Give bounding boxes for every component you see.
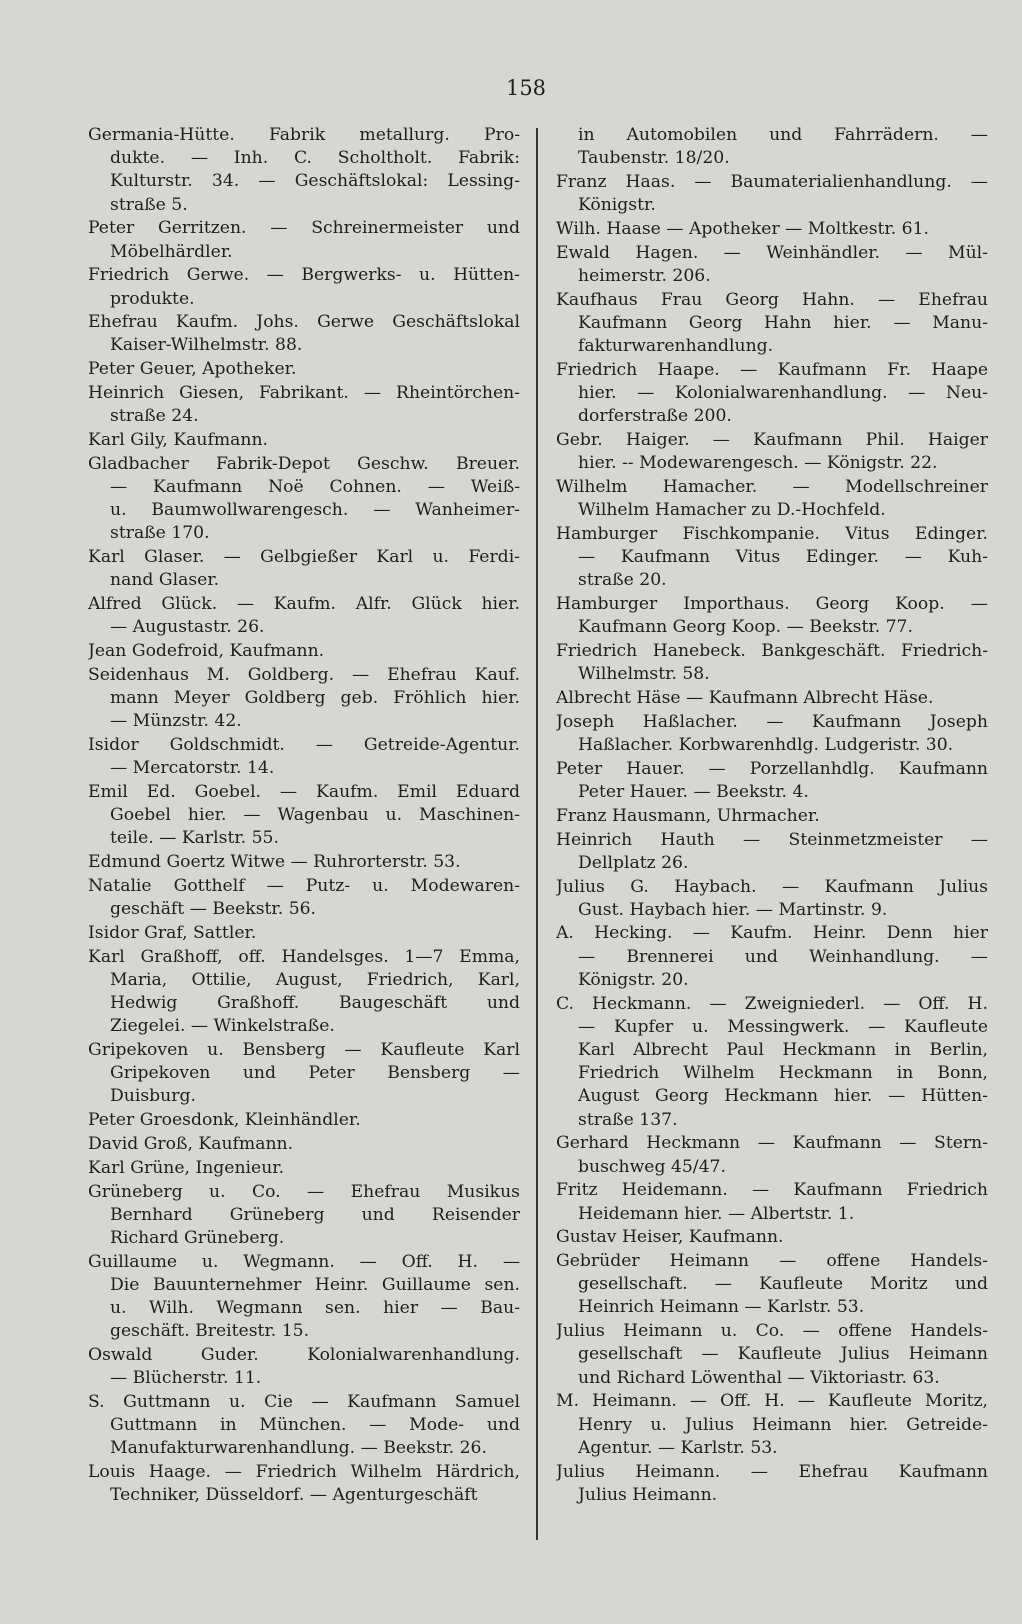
entry-line: Goebel hier. — Wagenbau u. Maschinen- [110, 805, 520, 826]
directory-entry [88, 1181, 520, 1251]
entry-line: gesellschaft — Kaufleute Julius Heimann [578, 1344, 988, 1365]
entry-line: — Mercatorstr. 14. [110, 758, 275, 779]
entry-line: Peter Gerritzen. — Schreinermeister und [88, 218, 520, 239]
directory-entry [556, 218, 988, 241]
directory-entry [88, 781, 520, 851]
directory-entry [556, 1250, 988, 1320]
entry-line: Hamburger Importhaus. Georg Koop. — [556, 594, 988, 615]
entry-line: Albrecht Häse — Kaufmann Albrecht Häse. [556, 688, 934, 709]
directory-entry [556, 359, 988, 429]
entry-line: Natalie Gotthelf — Putz- u. Modewaren- [88, 875, 520, 896]
entry-line: Gebrüder Heimann — offene Handels- [556, 1251, 988, 1272]
directory-entry [556, 593, 988, 639]
entry-line: Gripekoven und Peter Bensberg — [110, 1063, 520, 1084]
entry-line: Franz Hausmann, Uhrmacher. [556, 805, 820, 826]
entry-line: Seidenhaus M. Goldberg. — Ehefrau Kauf. [88, 664, 520, 685]
directory-entry [88, 851, 520, 874]
directory-entry [88, 382, 520, 428]
entry-line: Gerhard Heckmann — Kaufmann — Stern- [556, 1133, 988, 1154]
entry-line: geschäft. Breitestr. 15. [110, 1321, 310, 1342]
directory-entry [556, 476, 988, 522]
entry-line: Taubenstr. 18/20. [578, 148, 730, 169]
directory-entry [556, 758, 988, 804]
directory-entry [88, 1391, 520, 1461]
directory-entry [556, 1132, 988, 1178]
entry-line: geschäft — Beekstr. 56. [110, 899, 317, 920]
entry-line: Louis Haage. — Friedrich Wilhelm Härdrich, [88, 1462, 520, 1483]
directory-entry [556, 876, 988, 922]
column-divider [536, 128, 538, 1540]
entry-line: Kaufmann Georg Koop. — Beekstr. 77. [578, 617, 913, 638]
entry-line: — Münzstr. 42. [110, 711, 242, 732]
entry-line: — Kaufmann Vitus Edinger. — Kuh- [578, 547, 988, 568]
entry-line: mann Meyer Goldberg geb. Fröhlich hier. [110, 688, 520, 709]
entry-line: — Kupfer u. Messingwerk. — Kaufleute [578, 1016, 988, 1037]
directory-entry [556, 1226, 988, 1249]
directory-entry [88, 1344, 520, 1390]
entry-line: Joseph Haßlacher. — Kaufmann Joseph [556, 711, 988, 732]
entry-line: hier. -- Modewarengesch. — Königstr. 22. [578, 453, 938, 474]
entry-line: M. Heimann. — Off. H. — Kaufleute Moritz, [556, 1391, 988, 1412]
entry-line: Agentur. — Karlstr. 53. [578, 1437, 778, 1458]
directory-entry [556, 711, 988, 757]
entry-line: — Brennerei und Weinhandlung. — [578, 946, 988, 967]
entry-line: Hamburger Fischkompanie. Vitus Edinger. [556, 523, 988, 544]
entry-line: Friedrich Wilhelm Heckmann in Bonn, [578, 1063, 988, 1084]
entry-line: Grüneberg u. Co. — Ehefrau Musikus [88, 1181, 520, 1202]
entry-line: Isidor Graf, Sattler. [88, 922, 257, 943]
entry-line: straße 20. [578, 570, 667, 591]
entry-line: — Blücherstr. 11. [110, 1368, 262, 1389]
directory-entry [88, 734, 520, 780]
entry-line: Guillaume u. Wegmann. — Off. H. — [88, 1251, 520, 1272]
directory-entry [88, 875, 520, 921]
page-number: 158 [505, 76, 547, 100]
directory-entry [556, 829, 988, 875]
directory-entry [88, 1461, 520, 1507]
directory-entry [88, 429, 520, 452]
entry-line: gesellschaft. — Kaufleute Moritz und [578, 1274, 988, 1295]
entry-line: Kaufhaus Frau Georg Hahn. — Ehefrau [556, 289, 988, 310]
entry-line: Königstr. [578, 195, 656, 216]
entry-line: Heinrich Heimann — Karlstr. 53. [578, 1297, 865, 1318]
directory-entry [88, 922, 520, 945]
entry-line: Fritz Heidemann. — Kaufmann Friedrich [556, 1180, 988, 1201]
entry-line: Edmund Goertz Witwe — Ruhrorterstr. 53. [88, 852, 461, 873]
directory-entry [88, 358, 520, 381]
entry-line: C. Heckmann. — Zweigniederl. — Off. H. [556, 993, 988, 1014]
entry-line: Wilhelm Hamacher. — Modellschreiner [556, 476, 988, 497]
entry-line: Bernhard Grüneberg und Reisender [110, 1204, 520, 1225]
directory-entry [88, 124, 520, 217]
entry-line: Gladbacher Fabrik-Depot Geschw. Breuer. [88, 453, 520, 474]
directory-entry [556, 993, 988, 1132]
entry-line: produkte. [110, 288, 195, 309]
directory-entry [556, 1179, 988, 1225]
entry-line: Franz Haas. — Baumaterialienhandlung. — [556, 171, 988, 192]
directory-entry [556, 429, 988, 475]
entry-line: David Groß, Kaufmann. [88, 1133, 294, 1154]
entry-line: Peter Geuer, Apotheker. [88, 359, 297, 380]
directory-entry [556, 289, 988, 359]
entry-line: Peter Hauer. — Beekstr. 4. [578, 781, 809, 802]
entry-line: Julius Heimann. — Ehefrau Kaufmann [556, 1461, 988, 1482]
directory-entry [88, 1251, 520, 1344]
entry-line: Heidemann hier. — Albertstr. 1. [578, 1203, 855, 1224]
entry-line: Duisburg. [110, 1086, 196, 1107]
entry-line: teile. — Karlstr. 55. [110, 828, 279, 849]
entry-line: in Automobilen und Fahrrädern. — [578, 125, 988, 145]
directory-entry [556, 640, 988, 686]
entry-line: Peter Hauer. — Porzellanhdlg. Kaufmann [556, 758, 988, 779]
entry-line: Friedrich Haape. — Kaufmann Fr. Haape [556, 359, 988, 380]
entry-line: Wilh. Haase — Apotheker — Moltkestr. 61. [556, 218, 930, 239]
entry-line: S. Guttmann u. Cie — Kaufmann Samuel [88, 1391, 520, 1412]
directory-entry [556, 687, 988, 710]
entry-line: Maria, Ottilie, August, Friedrich, Karl, [110, 969, 520, 990]
directory-entry [88, 311, 520, 357]
entry-line: dukte. — Inh. C. Scholtholt. Fabrik: [110, 148, 520, 169]
entry-line: Emil Ed. Goebel. — Kaufm. Emil Eduard [88, 781, 520, 802]
entry-line: Guttmann in München. — Mode- und [110, 1415, 520, 1436]
entry-line: Friedrich Hanebeck. Bankgeschäft. Friedrich- [556, 641, 988, 662]
entry-line: Ziegelei. — Winkelstraße. [110, 1016, 335, 1037]
directory-entry [88, 593, 520, 639]
directory-entry [88, 1157, 520, 1180]
directory-entry [88, 546, 520, 592]
entry-line: Julius Heimann. [578, 1484, 718, 1505]
entry-line: u. Baumwollwarengesch. — Wanheimer- [110, 500, 520, 521]
entry-line: A. Hecking. — Kaufm. Heinr. Denn hier [556, 923, 988, 944]
entry-line: Gustav Heiser, Kaufmann. [556, 1227, 784, 1248]
directory-entry [88, 640, 520, 663]
entry-line: Wilhelm Hamacher zu D.-Hochfeld. [578, 500, 886, 521]
entry-line: Karl Grüne, Ingenieur. [88, 1157, 285, 1178]
entry-line: Königstr. 20. [578, 969, 689, 990]
entry-line: Ewald Hagen. — Weinhändler. — Mül- [556, 242, 988, 263]
directory-entry [88, 664, 520, 734]
entry-line: Gebr. Haiger. — Kaufmann Phil. Haiger [556, 430, 988, 450]
entry-line: Heinrich Hauth — Steinmetzmeister — [556, 829, 988, 850]
directory-entry [556, 1320, 988, 1390]
entry-line: Alfred Glück. — Kaufm. Alfr. Glück hier. [88, 594, 520, 615]
directory-entry [88, 1039, 520, 1109]
entry-line: u. Wilh. Wegmann sen. hier — Bau- [110, 1298, 520, 1319]
entry-line: straße 170. [110, 523, 210, 544]
entry-line: Techniker, Düsseldorf. — Agenturgeschäft [110, 1485, 478, 1506]
entry-line: und Richard Löwenthal — Viktoriastr. 63. [578, 1367, 940, 1388]
entry-line: Die Bauunternehmer Heinr. Guillaume sen. [110, 1274, 520, 1295]
entry-line: Manufakturwarenhandlung. — Beekstr. 26. [110, 1438, 487, 1459]
directory-entry [88, 453, 520, 546]
entry-line: Gust. Haybach hier. — Martinstr. 9. [578, 899, 888, 920]
entry-line: Peter Groesdonk, Kleinhändler. [88, 1110, 361, 1131]
directory-entry [88, 1133, 520, 1156]
directory-entry [88, 946, 520, 1039]
entry-line: Heinrich Giesen, Fabrikant. — Rheintörchen- [88, 383, 520, 404]
entry-line: Germania-Hütte. Fabrik metallurg. Pro- [88, 125, 520, 145]
entry-line: Möbelhärdler. [110, 241, 233, 262]
directory-entry [556, 1461, 988, 1507]
entry-line: Karl Glaser. — Gelbgießer Karl u. Ferdi- [88, 547, 520, 568]
right-column [556, 124, 988, 1508]
entry-line: Oswald Guder. Kolonialwarenhandlung. [88, 1345, 520, 1365]
directory-entry [88, 217, 520, 263]
entry-line: Kaufmann Georg Hahn hier. — Manu- [578, 312, 988, 333]
entry-line: Julius Heimann u. Co. — offene Handels- [556, 1321, 988, 1342]
directory-entry [556, 171, 988, 217]
entry-line: straße 24. [110, 406, 199, 427]
directory-entry [556, 922, 988, 992]
directory-entry [88, 1109, 520, 1132]
entry-line: Friedrich Gerwe. — Bergwerks- u. Hütten- [88, 265, 520, 286]
directory-entry [556, 523, 988, 593]
entry-line: Haßlacher. Korbwarenhdlg. Ludgeristr. 30. [578, 735, 954, 755]
entry-line: heimerstr. 206. [578, 265, 711, 286]
entry-line: nand Glaser. [110, 570, 220, 591]
entry-line: Dellplatz 26. [578, 852, 689, 873]
entry-line: buschweg 45/47. [578, 1156, 726, 1177]
entry-line: Hedwig Graßhoff. Baugeschäft und [110, 993, 520, 1014]
entry-line: Karl Gily, Kaufmann. [88, 430, 269, 450]
directory-entry [556, 1390, 988, 1460]
entry-line: Henry u. Julius Heimann hier. Getreide- [578, 1414, 988, 1435]
left-column [88, 124, 520, 1508]
entry-line: — Augustastr. 26. [110, 617, 265, 638]
entry-line: Kaiser-Wilhelmstr. 88. [110, 335, 303, 356]
directory-entry [556, 242, 988, 288]
entry-line: Gripekoven u. Bensberg — Kaufleute Karl [88, 1040, 520, 1060]
entry-line: Richard Grüneberg. [110, 1227, 285, 1248]
directory-entry [88, 264, 520, 310]
entry-line: Jean Godefroid, Kaufmann. [88, 641, 325, 662]
directory-entry [556, 124, 988, 170]
entry-line: Kulturstr. 34. — Geschäftslokal: Lessing- [110, 171, 520, 192]
entry-line: dorferstraße 200. [578, 406, 732, 427]
entry-line: Karl Graßhoff, off. Handelsges. 1—7 Emma, [88, 946, 520, 967]
directory-entry [556, 805, 988, 828]
entry-line: fakturwarenhandlung. [578, 336, 774, 357]
entry-line: Karl Albrecht Paul Heckmann in Berlin, [578, 1040, 988, 1060]
entry-line: August Georg Heckmann hier. — Hütten- [578, 1086, 988, 1107]
entry-line: Isidor Goldschmidt. — Getreide-Agentur. [88, 735, 520, 755]
entry-line: — Kaufmann Noë Cohnen. — Weiß- [110, 476, 520, 497]
entry-line: Julius G. Haybach. — Kaufmann Julius [556, 876, 988, 897]
entry-line: straße 137. [578, 1109, 678, 1130]
entry-line: straße 5. [110, 194, 188, 215]
entry-line: Ehefrau Kaufm. Johs. Gerwe Geschäftslokal [88, 312, 520, 333]
entry-line: hier. — Kolonialwarenhandlung. — Neu- [578, 383, 988, 404]
entry-line: Wilhelmstr. 58. [578, 664, 710, 685]
